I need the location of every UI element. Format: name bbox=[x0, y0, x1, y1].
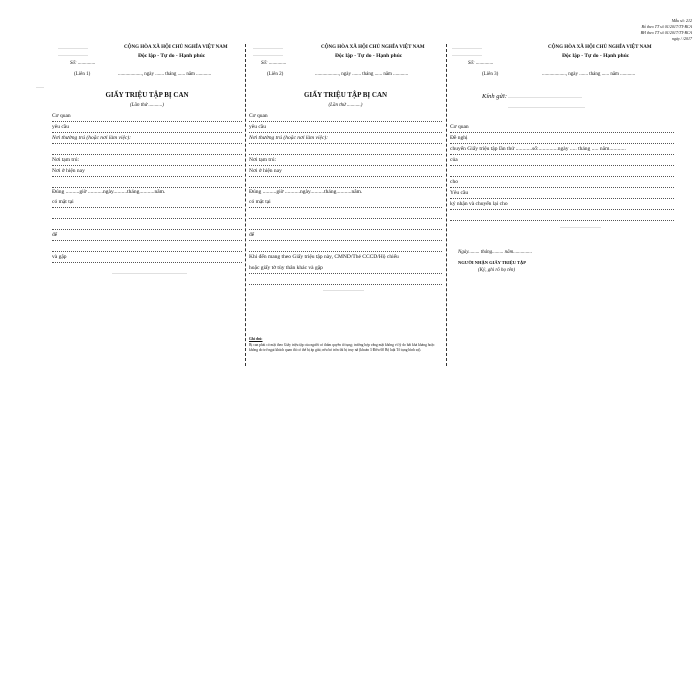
field-line bbox=[52, 179, 242, 188]
place-date: ..................., ngày ....... tháng ...... năm ............ bbox=[542, 72, 636, 77]
header bbox=[52, 44, 242, 80]
national-title: CỘNG HÒA XÃ HỘI CHỦ NGHĨA VIỆT NAM bbox=[124, 45, 228, 50]
field-line: Nơi tạm trú: bbox=[249, 157, 442, 166]
counterfoil-lien-1 bbox=[52, 44, 242, 366]
recipient-label: Kính gửi: .......................................................................... bbox=[482, 93, 583, 100]
motto: Độc lập - Tự do - Hạnh phúc bbox=[562, 53, 630, 59]
receiver-instruction: (Ký, ghi rõ họ tên) bbox=[478, 268, 516, 273]
form-title: GIẤY TRIỆU TẬP BỊ CAN bbox=[303, 91, 388, 99]
field-line: có mặt tại bbox=[249, 199, 442, 208]
receiver-title: NGƯỜI NHẬN GIẤY TRIỆU TẬP bbox=[458, 260, 527, 265]
field-line: Đúng ..........giờ ...........ngày..........tháng...........năm. bbox=[249, 189, 363, 195]
field-line: của bbox=[450, 157, 674, 166]
cut-line-1 bbox=[245, 44, 246, 366]
field-line bbox=[52, 243, 242, 252]
field-line bbox=[249, 146, 442, 155]
field-line: Nơi thường trú (hoặc nơi làm việc): bbox=[52, 135, 242, 144]
field-line: Cơ quan bbox=[450, 124, 674, 133]
field-line: Nơi thường trú (hoặc nơi làm việc): bbox=[249, 135, 442, 144]
field-line: hoặc giấy tờ tùy thân khác và gặp bbox=[249, 265, 442, 274]
place-date: ..................., ngày ....... tháng ...... năm ............ bbox=[118, 72, 212, 77]
agency-dots-2: .............................. bbox=[58, 52, 88, 57]
agency-dots: .............................. bbox=[452, 45, 482, 50]
field-line bbox=[52, 221, 242, 230]
field-line: có mặt tại bbox=[52, 199, 242, 208]
field-line: chuyển Giấy triệu tập lần thứ ............số:..............ngày ..... tháng ..... năm............ bbox=[450, 146, 674, 155]
form-subtitle: (Lần thứ ...........) bbox=[328, 103, 363, 108]
field-line bbox=[52, 146, 242, 155]
note-body: Bị can phải có mặt theo Giấy triệu tập của người có thẩm quyền tố tụng; trường hợp vắng mặt không vì lý do bất khả kháng hoặc không do trở ngại khách quan thì có thể bị áp giải; nếu bỏ trốn thì bị truy nã (khoản 3 Điều 60 Bộ luật Tố tụng hình sự). bbox=[249, 343, 435, 353]
doc-number: Số: .............. bbox=[261, 61, 287, 66]
field-line: ký nhận và chuyển lại cho bbox=[450, 201, 674, 210]
field-line bbox=[249, 221, 442, 230]
field-line: để bbox=[249, 232, 442, 241]
field-line: Nơi ở hiện nay bbox=[249, 168, 442, 177]
summons-lien-2 bbox=[249, 44, 442, 366]
agency-dots-2: .............................. bbox=[253, 52, 283, 57]
field-line: Nơi tạm trú: bbox=[52, 157, 242, 166]
field-line: Đúng ..........giờ ...........ngày..........tháng...........năm. bbox=[52, 189, 166, 195]
form-subtitle: (Lần thứ ...........) bbox=[130, 103, 164, 108]
field-line: yêu cầu bbox=[249, 124, 442, 133]
form-reference-1: Bổ theo TT số 01/2017/TT-BCA bbox=[641, 24, 692, 29]
motto: Độc lập - Tự do - Hạnh phúc bbox=[138, 53, 206, 59]
doc-number: Số: .............. bbox=[70, 61, 96, 66]
header bbox=[450, 44, 674, 80]
field-line bbox=[450, 168, 674, 177]
field-line: yêu cầu bbox=[52, 124, 242, 133]
field-line: Khi đến mang theo Giấy triệu tập này, CMND/Thẻ CCCD/Hộ chiếu bbox=[249, 254, 399, 260]
field-line bbox=[249, 243, 442, 252]
field-line: Yêu cầu bbox=[450, 190, 674, 199]
line-end-dots: ......................................... bbox=[560, 224, 601, 229]
signature-dots: ......................................... bbox=[323, 287, 364, 292]
national-title: CỘNG HÒA XÃ HỘI CHỦ NGHĨA VIỆT NAM bbox=[548, 45, 652, 50]
form-number: Mẫu số: 212 bbox=[671, 18, 692, 23]
copy-label: (Liên 3) bbox=[482, 72, 499, 77]
cut-line-2 bbox=[446, 44, 447, 366]
agency-dots: .............................. bbox=[58, 45, 88, 50]
form-reference-2: BH theo TT số 01/2017/TT-BCA bbox=[640, 30, 692, 35]
field-line bbox=[450, 212, 674, 221]
motto: Độc lập - Tự do - Hạnh phúc bbox=[335, 53, 403, 59]
field-line bbox=[249, 179, 442, 188]
doc-number: Số: .............. bbox=[468, 61, 494, 66]
note-title: Ghi chú: bbox=[249, 337, 263, 341]
field-line: và gặp bbox=[52, 254, 242, 263]
agency-dots: .............................. bbox=[253, 45, 283, 50]
receipt-lien-3 bbox=[450, 44, 674, 366]
header bbox=[249, 44, 442, 80]
receipt-date: Ngày......... tháng......... năm............... bbox=[458, 250, 533, 255]
field-line: để bbox=[52, 232, 242, 241]
field-line: Cơ quan bbox=[52, 113, 242, 122]
field-line: Cơ quan bbox=[249, 113, 442, 122]
field-line: cho bbox=[450, 179, 674, 188]
form-reference-3: ngày / /2017 bbox=[672, 36, 692, 41]
national-title: CỘNG HÒA XÃ HỘI CHỦ NGHĨA VIỆT NAM bbox=[321, 45, 425, 50]
field-line bbox=[249, 210, 442, 219]
signature-dots: ........................................................................... bbox=[112, 270, 187, 275]
field-line bbox=[52, 210, 242, 219]
copy-label: (Liên 1) bbox=[74, 72, 91, 77]
form-title: GIẤY TRIỆU TẬP BỊ CAN bbox=[105, 91, 189, 99]
place-date: ..................., ngày ....... tháng ...... năm ............ bbox=[315, 72, 409, 77]
field-line bbox=[249, 276, 442, 285]
recipient-dots: ............................................................................. bbox=[508, 104, 585, 109]
field-line: Nơi ở hiện nay bbox=[52, 168, 242, 177]
copy-label: (Liên 2) bbox=[267, 72, 284, 77]
margin-dots: ........ bbox=[36, 84, 44, 89]
field-line: Đề nghị bbox=[450, 135, 674, 144]
agency-dots-2: .............................. bbox=[452, 52, 482, 57]
